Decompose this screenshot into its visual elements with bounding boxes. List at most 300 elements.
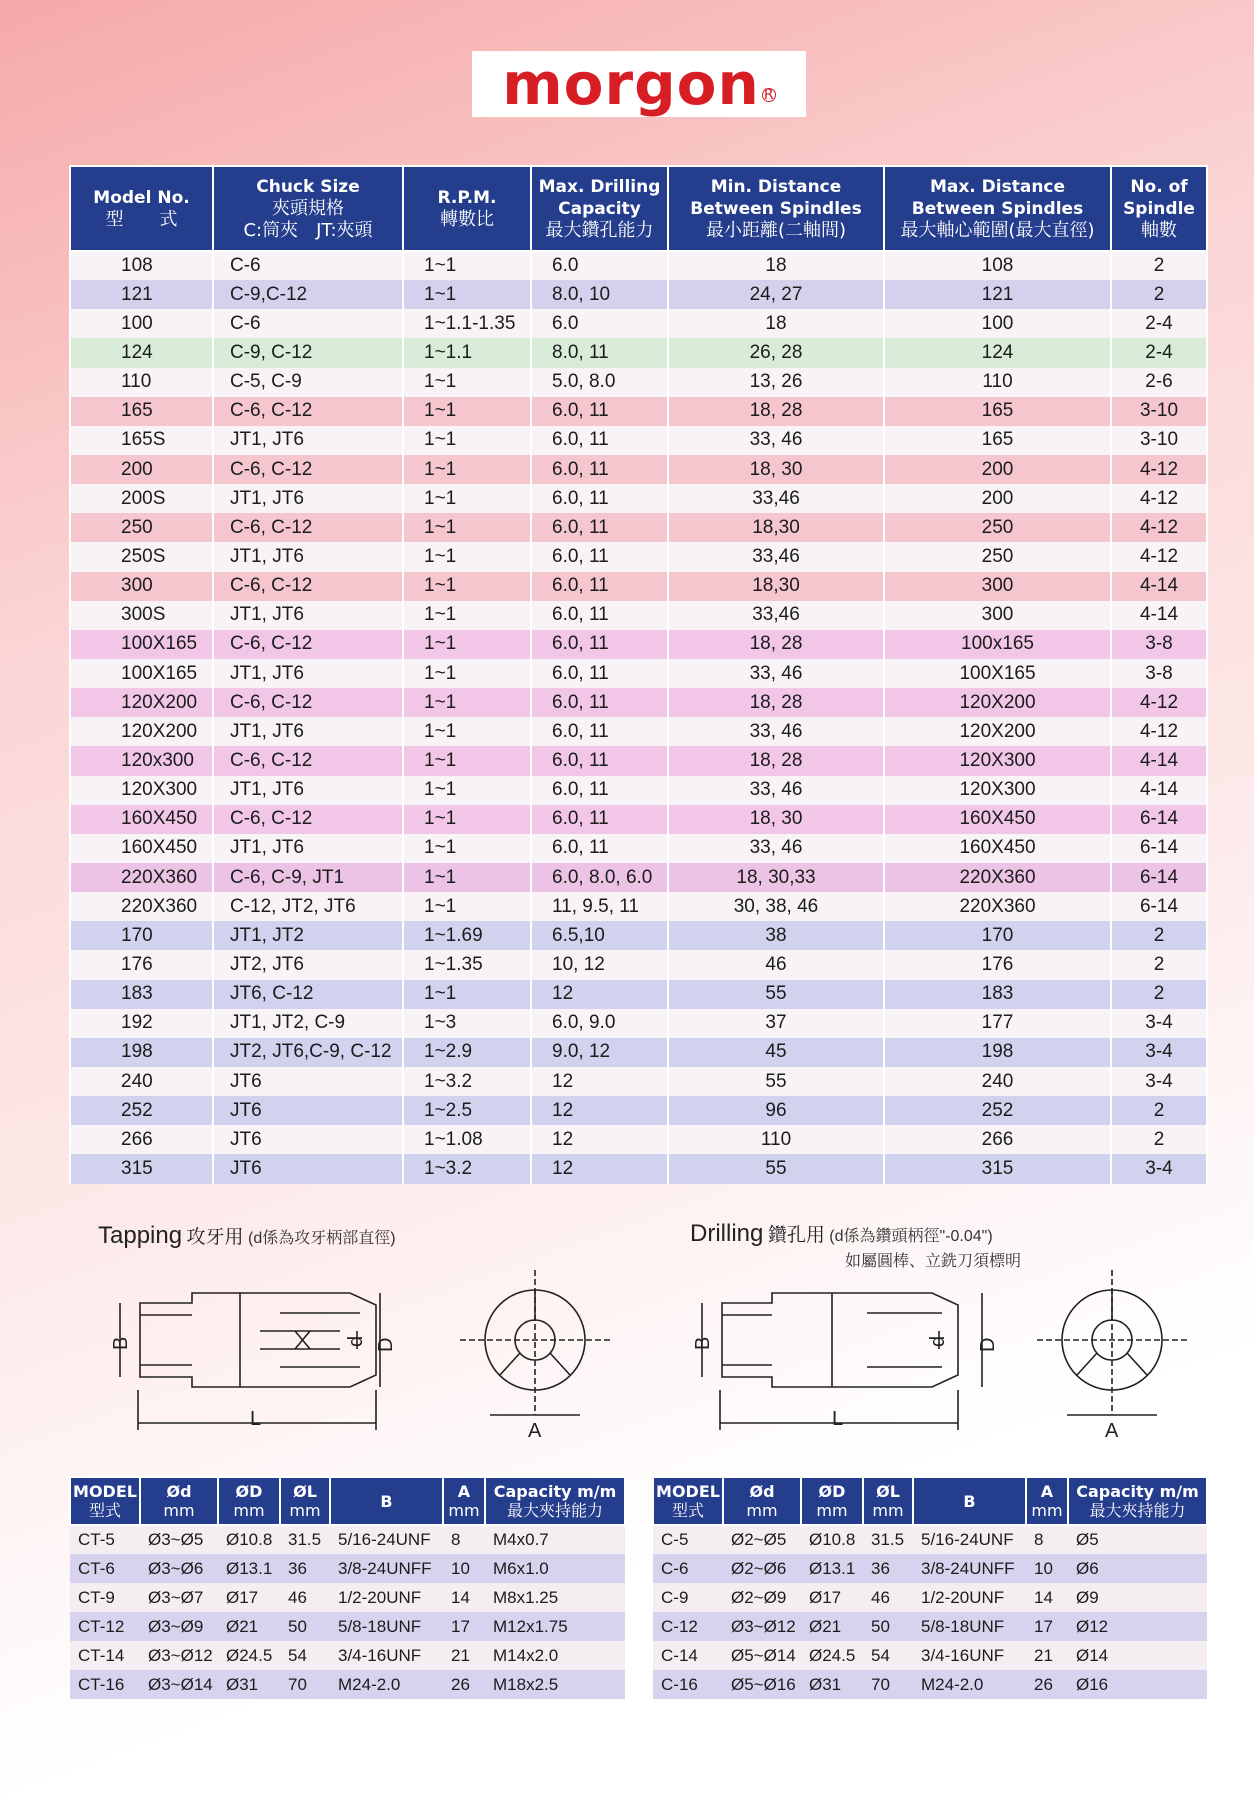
cell-capacity: 6.0, 11 xyxy=(531,601,668,630)
cell-l: 46 xyxy=(863,1583,913,1612)
cell-max-distance: 160X450 xyxy=(884,834,1111,863)
cell-capacity: Ø9 xyxy=(1068,1583,1207,1612)
cell-b: 1/2-20UNF xyxy=(913,1583,1026,1612)
table-row xyxy=(70,717,1207,746)
cell-a: 21 xyxy=(443,1641,485,1670)
cell-model: 121 xyxy=(70,280,213,309)
table-row xyxy=(70,1525,625,1554)
cell-capacity: 5.0, 8.0 xyxy=(531,368,668,397)
cell-l: 54 xyxy=(863,1641,913,1670)
table-row xyxy=(70,688,1207,717)
table-row xyxy=(653,1612,1207,1641)
tap-header-a-en: A xyxy=(457,1482,471,1501)
cell-model: 200 xyxy=(70,455,213,484)
table-row xyxy=(70,513,1207,542)
tap-header-model-en: MODEL xyxy=(73,1482,137,1501)
header-rpm-en: R.P.M. xyxy=(437,187,497,208)
cell-model: 120X300 xyxy=(70,776,213,805)
cell-spindles: 3-10 xyxy=(1111,397,1207,426)
cell-model: 240 xyxy=(70,1067,213,1096)
cell-spindles: 4-14 xyxy=(1111,776,1207,805)
cell-capacity: 6.0, 9.0 xyxy=(531,1009,668,1038)
table-row xyxy=(70,863,1207,892)
cell-model: 160X450 xyxy=(70,805,213,834)
cell-spindles: 2 xyxy=(1111,1096,1207,1125)
table-row xyxy=(70,659,1207,688)
cell-d: Ø3~Ø9 xyxy=(140,1612,218,1641)
drill-header-capacity xyxy=(1068,1477,1207,1525)
cell-rpm: 1~1 xyxy=(403,805,531,834)
table-row xyxy=(70,1038,1207,1067)
drilling-label-b: B xyxy=(692,1336,714,1350)
cell-max-distance: 250 xyxy=(884,542,1111,571)
tapping-label-d: d xyxy=(345,1335,367,1347)
tap-header-b-en: B xyxy=(380,1491,393,1511)
cell-b: 5/8-18UNF xyxy=(330,1612,443,1641)
cell-b: 3/8-24UNFF xyxy=(913,1554,1026,1583)
cell-a: 21 xyxy=(1026,1641,1068,1670)
brand-name: morgon xyxy=(502,50,760,118)
cell-model: CT-14 xyxy=(70,1641,140,1670)
drill-header-dd xyxy=(801,1477,863,1525)
header-capacity-zh: 最大鑽孔能力 xyxy=(545,219,654,241)
cell-chuck-size: C-6, C-12 xyxy=(213,630,403,659)
cell-chuck-size: JT1, JT6 xyxy=(213,776,403,805)
table-row xyxy=(70,834,1207,863)
cell-b: M24-2.0 xyxy=(913,1670,1026,1699)
cell-spindles: 6-14 xyxy=(1111,834,1207,863)
cell-rpm: 1~1 xyxy=(403,280,531,309)
tapping-label-a: A xyxy=(528,1420,542,1442)
cell-min-distance: 18, 28 xyxy=(668,630,884,659)
cell-rpm: 1~1.08 xyxy=(403,1125,531,1154)
cell-a: 14 xyxy=(1026,1583,1068,1612)
cell-l: 54 xyxy=(280,1641,330,1670)
cell-min-distance: 13, 26 xyxy=(668,368,884,397)
header-rpm-zh: 轉數比 xyxy=(440,208,494,230)
cell-max-distance: 165 xyxy=(884,426,1111,455)
cell-a: 26 xyxy=(443,1670,485,1699)
drilling-label-d: d xyxy=(927,1335,949,1347)
cell-rpm: 1~1.1 xyxy=(403,338,531,367)
cell-max-distance: 252 xyxy=(884,1096,1111,1125)
cell-rpm: 1~3 xyxy=(403,1009,531,1038)
cell-min-distance: 110 xyxy=(668,1125,884,1154)
cell-model: C-12 xyxy=(653,1612,723,1641)
main-spec-table xyxy=(69,165,1208,1184)
table-row xyxy=(70,1125,1207,1154)
cell-max-distance: 177 xyxy=(884,1009,1111,1038)
cell-capacity: 6.0, 11 xyxy=(531,426,668,455)
cell-rpm: 1~1 xyxy=(403,426,531,455)
cell-capacity: 6.0, 11 xyxy=(531,659,668,688)
cell-dd: Ø13.1 xyxy=(801,1554,863,1583)
cell-max-distance: 124 xyxy=(884,338,1111,367)
cell-max-distance: 120X300 xyxy=(884,746,1111,775)
drill-header-capacity-en: Capacity m/m xyxy=(1076,1482,1199,1501)
header-min-distance-zh: 最小距離(二軸間) xyxy=(705,219,847,241)
cell-d: Ø5~Ø14 xyxy=(723,1641,801,1670)
cell-chuck-size: C-6, C-12 xyxy=(213,688,403,717)
cell-l: 46 xyxy=(280,1583,330,1612)
header-rpm xyxy=(403,166,531,251)
cell-capacity: M12x1.75 xyxy=(485,1612,625,1641)
cell-min-distance: 33, 46 xyxy=(668,717,884,746)
cell-d: Ø3~Ø12 xyxy=(140,1641,218,1670)
header-max-distance xyxy=(884,166,1111,251)
cell-min-distance: 24, 27 xyxy=(668,280,884,309)
registered-mark: R xyxy=(762,88,776,102)
cell-capacity: 12 xyxy=(531,1125,668,1154)
table-row xyxy=(70,484,1207,513)
cell-min-distance: 18 xyxy=(668,309,884,338)
drill-header-model xyxy=(653,1477,723,1525)
cell-b: 5/8-18UNF xyxy=(913,1612,1026,1641)
cell-capacity: Ø5 xyxy=(1068,1525,1207,1554)
cell-min-distance: 18, 28 xyxy=(668,397,884,426)
cell-capacity: 6.0 xyxy=(531,309,668,338)
cell-dd: Ø31 xyxy=(801,1670,863,1699)
tap-header-d-en: Ød xyxy=(166,1482,192,1501)
table-row xyxy=(70,630,1207,659)
header-model-zh: 型 式 xyxy=(105,208,178,230)
cell-spindles: 2 xyxy=(1111,980,1207,1009)
cell-rpm: 1~1 xyxy=(403,630,531,659)
header-capacity xyxy=(531,166,668,251)
cell-max-distance: 250 xyxy=(884,513,1111,542)
table-row xyxy=(70,1641,625,1670)
cell-min-distance: 33,46 xyxy=(668,484,884,513)
cell-max-distance: 240 xyxy=(884,1067,1111,1096)
cell-min-distance: 55 xyxy=(668,1154,884,1183)
cell-dd: Ø10.8 xyxy=(218,1525,280,1554)
cell-chuck-size: C-6, C-12 xyxy=(213,397,403,426)
drill-header-b-en: B xyxy=(963,1491,976,1511)
cell-max-distance: 100 xyxy=(884,309,1111,338)
table-row xyxy=(70,280,1207,309)
cell-spindles: 6-14 xyxy=(1111,863,1207,892)
cell-min-distance: 33, 46 xyxy=(668,776,884,805)
tap-header-model xyxy=(70,1477,140,1525)
header-spindles-en: No. of Spindle xyxy=(1123,176,1195,219)
tapping-collet-diagram xyxy=(110,1265,640,1445)
cell-max-distance: 300 xyxy=(884,572,1111,601)
cell-min-distance: 38 xyxy=(668,921,884,950)
cell-min-distance: 45 xyxy=(668,1038,884,1067)
cell-d: Ø3~Ø12 xyxy=(723,1612,801,1641)
cell-min-distance: 46 xyxy=(668,950,884,979)
cell-max-distance: 120X200 xyxy=(884,688,1111,717)
cell-dd: Ø24.5 xyxy=(801,1641,863,1670)
header-spindles-zh: 軸數 xyxy=(1141,219,1177,241)
header-chuck-zh2: C:筒夾 JT:夾頭 xyxy=(243,219,373,241)
cell-capacity: 6.0, 11 xyxy=(531,805,668,834)
header-max-distance-en: Max. Distance Between Spindles xyxy=(911,176,1084,219)
cell-capacity: 8.0, 11 xyxy=(531,338,668,367)
cell-max-distance: 200 xyxy=(884,484,1111,513)
cell-model: 192 xyxy=(70,1009,213,1038)
cell-capacity: Ø14 xyxy=(1068,1641,1207,1670)
table-row xyxy=(70,338,1207,367)
cell-spindles: 3-10 xyxy=(1111,426,1207,455)
cell-spindles: 4-12 xyxy=(1111,717,1207,746)
cell-dd: Ø13.1 xyxy=(218,1554,280,1583)
cell-capacity: 10, 12 xyxy=(531,950,668,979)
cell-max-distance: 108 xyxy=(884,251,1111,280)
cell-rpm: 1~1 xyxy=(403,776,531,805)
cell-model: 100 xyxy=(70,309,213,338)
cell-spindles: 3-8 xyxy=(1111,630,1207,659)
table-row xyxy=(70,455,1207,484)
table-row xyxy=(70,1583,625,1612)
cell-max-distance: 300 xyxy=(884,601,1111,630)
cell-b: 5/16-24UNF xyxy=(913,1525,1026,1554)
cell-model: 250 xyxy=(70,513,213,542)
cell-l: 70 xyxy=(280,1670,330,1699)
header-chuck xyxy=(213,166,403,251)
cell-chuck-size: C-6, C-12 xyxy=(213,572,403,601)
drilling-note: (d係為鑽頭柄徑"-0.04") xyxy=(829,1228,993,1245)
cell-min-distance: 33,46 xyxy=(668,542,884,571)
cell-chuck-size: JT6, C-12 xyxy=(213,980,403,1009)
cell-model: CT-5 xyxy=(70,1525,140,1554)
cell-max-distance: 198 xyxy=(884,1038,1111,1067)
tap-header-l-en: ØL xyxy=(293,1482,317,1501)
cell-spindles: 4-14 xyxy=(1111,572,1207,601)
cell-model: 110 xyxy=(70,368,213,397)
table-row xyxy=(70,1554,625,1583)
cell-spindles: 4-14 xyxy=(1111,746,1207,775)
cell-rpm: 1~1 xyxy=(403,368,531,397)
table-row xyxy=(70,746,1207,775)
cell-model: 165 xyxy=(70,397,213,426)
tap-header-a xyxy=(443,1477,485,1525)
cell-capacity: 6.0, 11 xyxy=(531,572,668,601)
tapping-label-b: B xyxy=(110,1336,132,1350)
cell-max-distance: 220X360 xyxy=(884,863,1111,892)
cell-a: 10 xyxy=(1026,1554,1068,1583)
cell-chuck-size: JT1, JT6 xyxy=(213,834,403,863)
cell-d: Ø2~Ø9 xyxy=(723,1583,801,1612)
cell-b: M24-2.0 xyxy=(330,1670,443,1699)
table-row xyxy=(70,1096,1207,1125)
cell-capacity: 12 xyxy=(531,1067,668,1096)
cell-model: 120X200 xyxy=(70,688,213,717)
header-min-distance-en: Min. Distance Between Spindles xyxy=(690,176,862,219)
cell-rpm: 1~1 xyxy=(403,659,531,688)
cell-model: 120X200 xyxy=(70,717,213,746)
cell-rpm: 1~1 xyxy=(403,455,531,484)
table-row xyxy=(653,1554,1207,1583)
cell-min-distance: 30, 38, 46 xyxy=(668,892,884,921)
cell-rpm: 1~1 xyxy=(403,834,531,863)
cell-min-distance: 37 xyxy=(668,1009,884,1038)
cell-chuck-size: C-6, C-12 xyxy=(213,513,403,542)
cell-capacity: 6.5,10 xyxy=(531,921,668,950)
cell-min-distance: 18,30 xyxy=(668,572,884,601)
header-capacity-en: Max. Drilling Capacity xyxy=(538,176,661,219)
cell-model: CT-6 xyxy=(70,1554,140,1583)
table-row xyxy=(653,1525,1207,1554)
table-row xyxy=(70,1670,625,1699)
cell-min-distance: 33,46 xyxy=(668,601,884,630)
cell-capacity: 12 xyxy=(531,1154,668,1183)
cell-spindles: 3-4 xyxy=(1111,1009,1207,1038)
tapping-label-l: L xyxy=(250,1408,262,1430)
cell-spindles: 3-4 xyxy=(1111,1154,1207,1183)
cell-rpm: 1~3.2 xyxy=(403,1067,531,1096)
cell-dd: Ø21 xyxy=(801,1612,863,1641)
table-row xyxy=(653,1670,1207,1699)
drill-header-d xyxy=(723,1477,801,1525)
cell-capacity: M6x1.0 xyxy=(485,1554,625,1583)
cell-chuck-size: JT1, JT6 xyxy=(213,426,403,455)
cell-rpm: 1~1 xyxy=(403,717,531,746)
cell-capacity: 6.0, 11 xyxy=(531,455,668,484)
cell-model: C-9 xyxy=(653,1583,723,1612)
header-chuck-en: Chuck Size xyxy=(256,176,360,197)
cell-max-distance: 120X300 xyxy=(884,776,1111,805)
cell-model: 250S xyxy=(70,542,213,571)
drilling-collet-table xyxy=(652,1476,1208,1699)
cell-max-distance: 165 xyxy=(884,397,1111,426)
table-row xyxy=(70,542,1207,571)
cell-rpm: 1~1 xyxy=(403,746,531,775)
cell-a: 17 xyxy=(443,1612,485,1641)
tap-header-d-unit: mm xyxy=(163,1501,195,1520)
cell-min-distance: 18, 28 xyxy=(668,688,884,717)
cell-l: 50 xyxy=(280,1612,330,1641)
cell-model: 120x300 xyxy=(70,746,213,775)
cell-chuck-size: JT6 xyxy=(213,1067,403,1096)
cell-capacity: 6.0, 11 xyxy=(531,630,668,659)
drilling-table-body xyxy=(653,1525,1207,1699)
cell-model: 252 xyxy=(70,1096,213,1125)
tapping-table-body xyxy=(70,1525,625,1699)
cell-capacity: 6.0, 11 xyxy=(531,397,668,426)
cell-model: CT-9 xyxy=(70,1583,140,1612)
cell-chuck-size: C-6, C-9, JT1 xyxy=(213,863,403,892)
drilling-label-a: A xyxy=(1105,1420,1119,1442)
cell-spindles: 6-14 xyxy=(1111,805,1207,834)
cell-b: 1/2-20UNF xyxy=(330,1583,443,1612)
cell-chuck-size: C-6 xyxy=(213,251,403,280)
cell-max-distance: 100x165 xyxy=(884,630,1111,659)
tap-header-capacity-zh: 最大夾持能力 xyxy=(506,1501,603,1520)
tapping-title-en: Tapping xyxy=(98,1222,183,1249)
cell-rpm: 1~1 xyxy=(403,513,531,542)
cell-spindles: 4-12 xyxy=(1111,542,1207,571)
header-model xyxy=(70,166,213,251)
cell-chuck-size: C-9, C-12 xyxy=(213,338,403,367)
cell-min-distance: 33, 46 xyxy=(668,659,884,688)
cell-model: 266 xyxy=(70,1125,213,1154)
table-row xyxy=(70,980,1207,1009)
table-row xyxy=(70,309,1207,338)
cell-dd: Ø24.5 xyxy=(218,1641,280,1670)
cell-spindles: 4-12 xyxy=(1111,688,1207,717)
cell-model: 183 xyxy=(70,980,213,1009)
cell-chuck-size: C-6, C-12 xyxy=(213,746,403,775)
cell-max-distance: 220X360 xyxy=(884,892,1111,921)
table-row xyxy=(70,921,1207,950)
cell-capacity: 6.0, 11 xyxy=(531,834,668,863)
header-min-distance xyxy=(668,166,884,251)
cell-model: C-14 xyxy=(653,1641,723,1670)
table-row xyxy=(70,776,1207,805)
cell-max-distance: 110 xyxy=(884,368,1111,397)
drill-header-dd-unit: mm xyxy=(816,1501,848,1520)
cell-capacity: M4x0.7 xyxy=(485,1525,625,1554)
cell-capacity: 12 xyxy=(531,980,668,1009)
tap-header-d xyxy=(140,1477,218,1525)
cell-chuck-size: JT2, JT6,C-9, C-12 xyxy=(213,1038,403,1067)
cell-dd: Ø31 xyxy=(218,1670,280,1699)
cell-l: 36 xyxy=(863,1554,913,1583)
tapping-label-dd: D xyxy=(375,1337,397,1352)
cell-rpm: 1~1 xyxy=(403,484,531,513)
cell-rpm: 1~1 xyxy=(403,572,531,601)
table-row xyxy=(653,1641,1207,1670)
tap-header-dd xyxy=(218,1477,280,1525)
cell-model: 100X165 xyxy=(70,659,213,688)
cell-a: 26 xyxy=(1026,1670,1068,1699)
cell-dd: Ø17 xyxy=(801,1583,863,1612)
cell-capacity: 6.0, 11 xyxy=(531,717,668,746)
tap-header-dd-unit: mm xyxy=(233,1501,265,1520)
cell-max-distance: 266 xyxy=(884,1125,1111,1154)
header-model-en: Model No. xyxy=(93,187,190,208)
cell-d: Ø3~Ø6 xyxy=(140,1554,218,1583)
cell-rpm: 1~1 xyxy=(403,688,531,717)
cell-capacity: M8x1.25 xyxy=(485,1583,625,1612)
drill-header-a xyxy=(1026,1477,1068,1525)
cell-l: 50 xyxy=(863,1612,913,1641)
drill-header-model-zh: 型式 xyxy=(671,1501,704,1520)
cell-capacity: 12 xyxy=(531,1096,668,1125)
drill-header-l-en: ØL xyxy=(876,1482,900,1501)
table-row xyxy=(70,368,1207,397)
tapping-title-zh: 攻牙用 xyxy=(186,1227,244,1248)
cell-max-distance: 183 xyxy=(884,980,1111,1009)
cell-a: 10 xyxy=(443,1554,485,1583)
cell-capacity: 6.0, 11 xyxy=(531,776,668,805)
cell-model: 220X360 xyxy=(70,892,213,921)
cell-capacity: M14x2.0 xyxy=(485,1641,625,1670)
cell-capacity: M18x2.5 xyxy=(485,1670,625,1699)
cell-capacity: 8.0, 10 xyxy=(531,280,668,309)
tapping-title xyxy=(98,1222,396,1250)
table-row xyxy=(70,805,1207,834)
cell-b: 3/4-16UNF xyxy=(913,1641,1026,1670)
cell-dd: Ø10.8 xyxy=(801,1525,863,1554)
cell-rpm: 1~1 xyxy=(403,251,531,280)
drill-header-a-unit: mm xyxy=(1031,1501,1063,1520)
table-row xyxy=(70,892,1207,921)
cell-capacity: 11, 9.5, 11 xyxy=(531,892,668,921)
main-table-header-row xyxy=(70,166,1207,251)
header-chuck-zh: 夾頭規格 xyxy=(272,197,344,219)
table-row xyxy=(70,601,1207,630)
cell-rpm: 1~1 xyxy=(403,397,531,426)
tapping-table-header-row xyxy=(70,1477,625,1525)
drill-header-l-unit: mm xyxy=(872,1501,904,1520)
cell-chuck-size: C-6, C-12 xyxy=(213,805,403,834)
cell-rpm: 1~1 xyxy=(403,601,531,630)
cell-model: 315 xyxy=(70,1154,213,1183)
cell-chuck-size: JT1, JT6 xyxy=(213,542,403,571)
drill-header-capacity-zh: 最大夾持能力 xyxy=(1089,1501,1186,1520)
